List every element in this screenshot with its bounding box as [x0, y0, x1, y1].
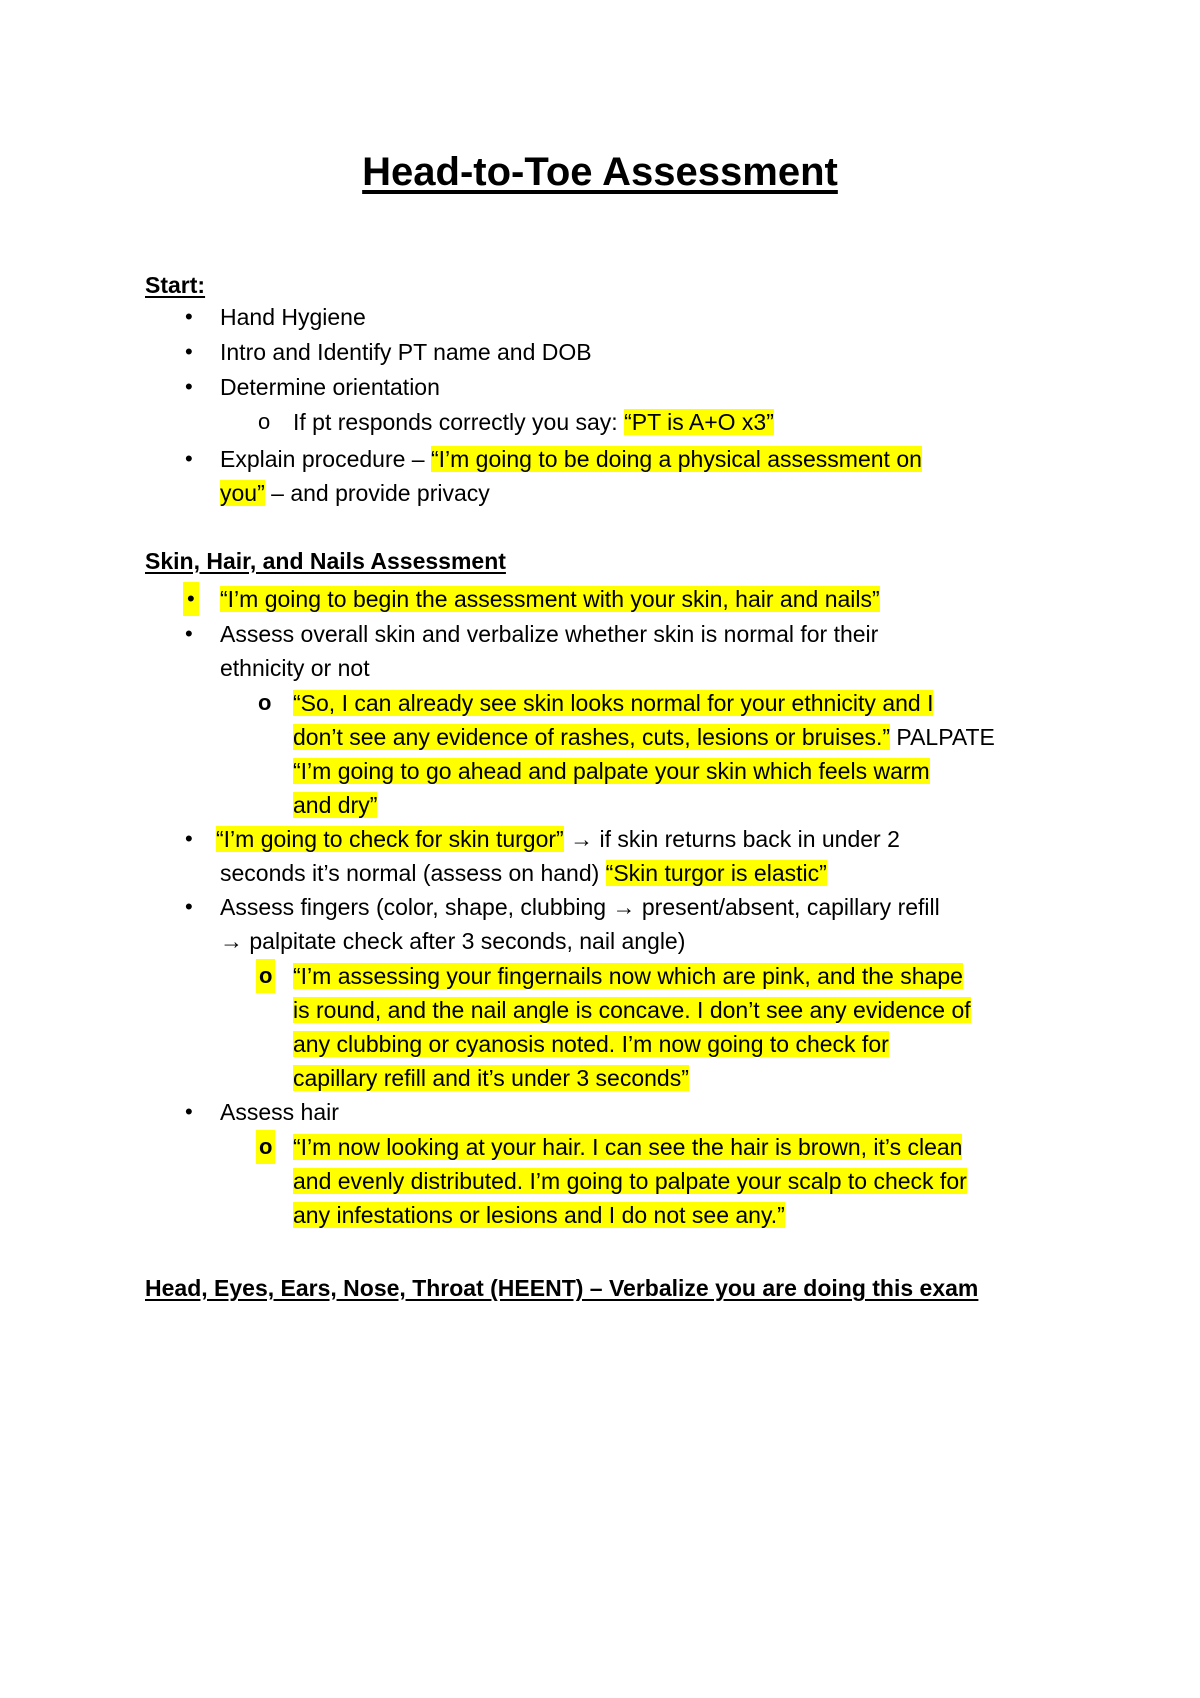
hair-item: Assess hair	[220, 1099, 339, 1125]
explain-quote-part1: “I’m going to be doing a physical assessment on	[430, 446, 922, 472]
heent-heading: Head, Eyes, Ears, Nose, Throat (HEENT) – Verbalize you are doing this exam	[145, 1275, 979, 1301]
sub-bullet-marker: o	[256, 1130, 275, 1164]
fingers-sub-line4	[293, 1061, 689, 1095]
explain-text: Explain procedure –	[220, 446, 431, 472]
explain-privacy-text: – and provide privacy	[264, 480, 490, 506]
bullet-marker: •	[183, 582, 199, 616]
fingers-sub-line2	[293, 993, 971, 1027]
sub-bullet-marker: o	[256, 959, 275, 993]
skin-overall-quote-1: “So, I can already see skin looks normal for your ethnicity and I	[293, 690, 934, 716]
skin-turgor-line2	[220, 856, 827, 890]
sub-bullet-marker: o	[258, 409, 271, 434]
fingers-quote-3: any clubbing or cyanosis noted. I’m now going to check for	[293, 1031, 889, 1057]
explain-procedure-line1	[220, 442, 922, 476]
right-arrow-icon: →	[612, 894, 636, 920]
sub-bullet-marker: o	[258, 690, 272, 715]
skin-overall-quote-4: and dry”	[293, 792, 378, 818]
skin-overall-quote-3: “I’m going to go ahead and palpate your skin which feels warm	[293, 758, 930, 784]
skin-begin-item	[220, 582, 880, 616]
fingers-text-a: Assess fingers (color, shape, clubbing	[220, 894, 613, 920]
skin-overall-sub-line4	[293, 788, 377, 822]
hair-quote-3: any infestations or lesions and I do not see any.”	[293, 1202, 785, 1228]
bullet-marker: •	[185, 304, 193, 329]
fingers-text-b: present/absent, capillary refill	[635, 894, 940, 920]
bullet-marker: •	[185, 826, 193, 851]
fingers-line1	[220, 890, 940, 924]
start-item-hand-hygiene: Hand Hygiene	[220, 304, 366, 330]
orientation-sub-text: If pt responds correctly you say:	[293, 409, 625, 435]
orientation-sub-quote: “PT is A+O x3”	[624, 409, 774, 435]
explain-quote-part2: you”	[220, 480, 265, 506]
skin-overall-sub-line3	[293, 754, 930, 788]
palpate-label: PALPATE	[890, 724, 995, 750]
right-arrow-icon: →	[570, 826, 594, 852]
fingers-text-c: palpitate check after 3 seconds, nail angle)	[243, 928, 686, 954]
turgor-quote: “I’m going to check for skin turgor”	[216, 826, 564, 852]
turgor-text: if skin returns back in under 2	[593, 826, 900, 852]
bullet-marker: •	[185, 339, 193, 364]
skin-overall-sub-line1	[293, 686, 933, 720]
skin-heading: Skin, Hair, and Nails Assessment	[145, 548, 506, 574]
skin-turgor-line1	[216, 822, 900, 856]
fingers-quote-1: “I’m assessing your fingernails now which are pink, and the shape	[293, 963, 963, 989]
skin-overall-line2: ethnicity or not	[220, 655, 370, 681]
bullet-marker: •	[185, 1099, 193, 1124]
orientation-sub-item	[293, 405, 774, 439]
hair-quote-1: “I’m now looking at your hair. I can see the hair is brown, it’s clean	[293, 1134, 963, 1160]
hair-quote-2: and evenly distributed. I’m going to palpate your scalp to check for	[293, 1168, 967, 1194]
skin-overall-sub-line2	[293, 720, 995, 754]
fingers-sub-line3	[293, 1027, 889, 1061]
start-heading: Start:	[145, 272, 206, 298]
fingers-quote-4: capillary refill and it’s under 3 seconds”	[293, 1065, 689, 1091]
hair-sub-line2	[293, 1164, 967, 1198]
bullet-marker: •	[185, 446, 193, 471]
fingers-line2	[220, 924, 685, 958]
skin-begin-quote: “I’m going to begin the assessment with your skin, hair and nails”	[220, 586, 880, 612]
hair-sub-line1	[293, 1130, 962, 1164]
fingers-quote-2: is round, and the nail angle is concave. I don’t see any evidence of	[293, 997, 971, 1023]
start-item-orientation: Determine orientation	[220, 374, 440, 400]
explain-procedure-line2	[220, 476, 490, 510]
page-title: Head-to-Toe Assessment	[362, 150, 838, 194]
bullet-marker: •	[185, 894, 193, 919]
hair-sub-line3	[293, 1198, 785, 1232]
start-item-intro: Intro and Identify PT name and DOB	[220, 339, 592, 365]
turgor-normal-text: seconds it’s normal (assess on hand)	[220, 860, 606, 886]
bullet-marker: •	[185, 621, 193, 646]
skin-overall-quote-2: don’t see any evidence of rashes, cuts, lesions or bruises.”	[293, 724, 891, 750]
right-arrow-icon: →	[220, 928, 243, 954]
skin-overall-line1: Assess overall skin and verbalize whether skin is normal for their	[220, 621, 879, 647]
turgor-elastic-quote: “Skin turgor is elastic”	[605, 860, 827, 886]
fingers-sub-line1	[293, 959, 963, 993]
bullet-marker: •	[185, 374, 193, 399]
